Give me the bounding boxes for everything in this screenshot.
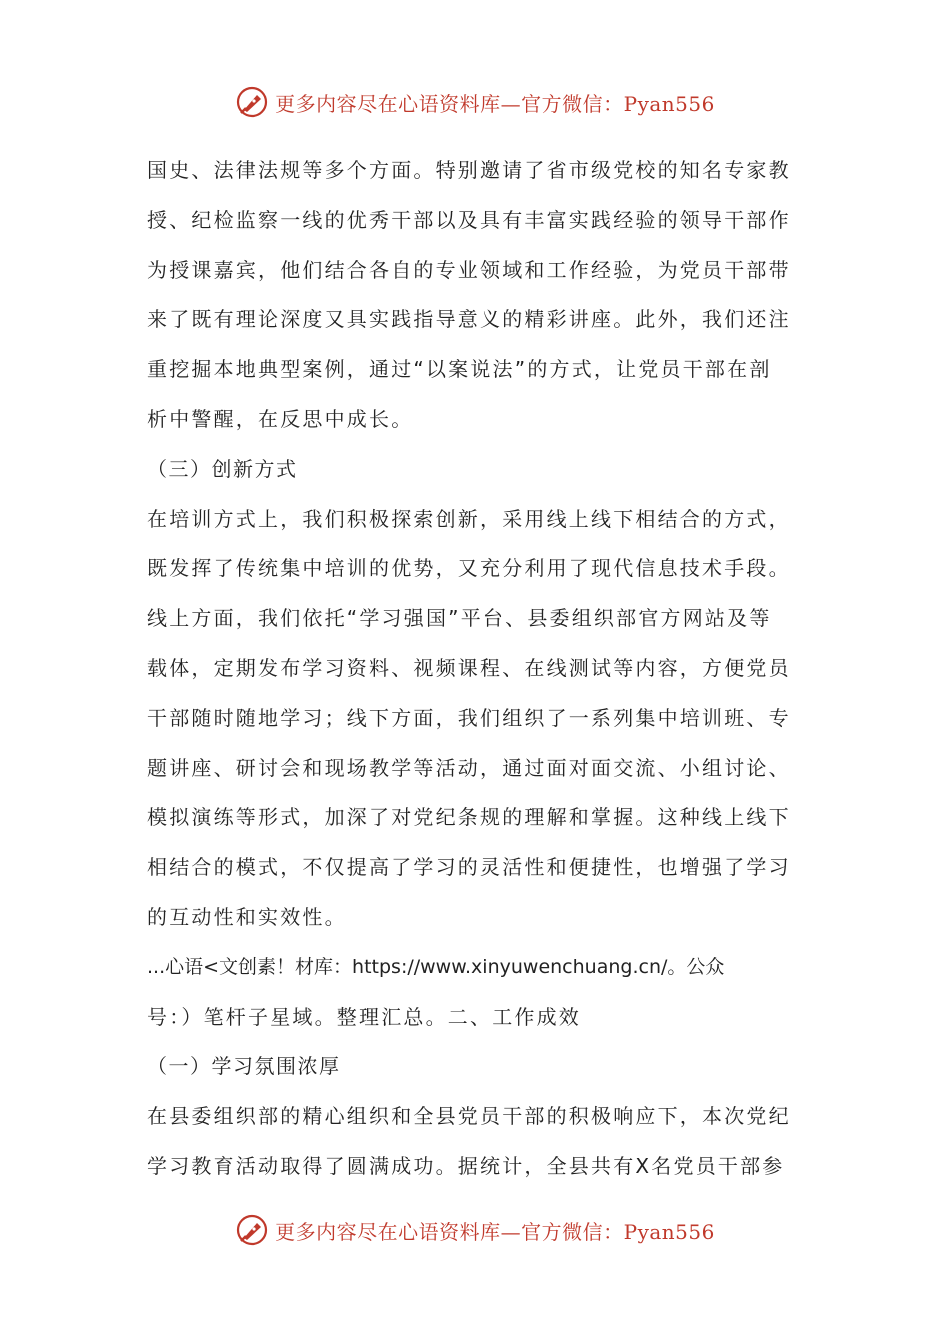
section-heading: （一）学习氛围浓厚 bbox=[147, 1054, 341, 1079]
section-heading: （三）创新方式 bbox=[147, 456, 298, 481]
body-line: 载体，定期发布学习资料、视频课程、在线测试等内容，方便党员 bbox=[147, 655, 791, 680]
banner-text: 更多内容尽在心语资料库—官方微信：Pyan556 bbox=[275, 91, 715, 116]
source-watermark-line: ...心语<文创素！材库：https://www.xinyuwenchuang.cn/。公众 bbox=[147, 955, 725, 978]
body-line: 既发挥了传统集中培训的优势，又充分利用了现代信息技术手段。 bbox=[147, 556, 791, 581]
body-line: 相结合的模式，不仅提高了学习的灵活性和便捷性，也增强了学习 bbox=[147, 855, 791, 880]
body-line: 析中警醒，在反思中成长。 bbox=[147, 406, 414, 431]
banner-text: 更多内容尽在心语资料库—官方微信：Pyan556 bbox=[275, 1219, 715, 1244]
pen-nib-icon bbox=[235, 1213, 269, 1247]
body-line: 重挖掘本地典型案例，通过“以案说法”的方式，让党员干部在剖 bbox=[147, 357, 772, 382]
body-line: 号：）笔杆子星域。整理汇总。二、工作成效 bbox=[147, 1004, 581, 1029]
footer-banner bbox=[0, 1210, 950, 1250]
header-banner bbox=[0, 82, 950, 122]
body-line: 来了既有理论深度又具实践指导意义的精彩讲座。此外，我们还注 bbox=[147, 307, 791, 332]
body-line: 在县委组织部的精心组织和全县党员干部的积极响应下，本次党纪 bbox=[147, 1104, 791, 1129]
body-line: 在培训方式上，我们积极探索创新，采用线上线下相结合的方式， bbox=[147, 506, 791, 531]
body-line: 的互动性和实效性。 bbox=[147, 904, 347, 929]
document-body bbox=[147, 146, 807, 1192]
body-line: 学习教育活动取得了圆满成功。据统计，全县共有X名党员干部参 bbox=[147, 1153, 785, 1178]
body-line: 授、纪检监察一线的优秀干部以及具有丰富实践经验的领导干部作 bbox=[147, 207, 791, 232]
body-line: 题讲座、研讨会和现场教学等活动，通过面对面交流、小组讨论、 bbox=[147, 755, 791, 780]
body-line: 干部随时随地学习；线下方面，我们组织了一系列集中培训班、专 bbox=[147, 705, 791, 730]
body-line: 为授课嘉宾，他们结合各自的专业领域和工作经验，为党员干部带 bbox=[147, 257, 791, 282]
pen-nib-icon bbox=[235, 85, 269, 119]
body-line: 模拟演练等形式，加深了对党纪条规的理解和掌握。这种线上线下 bbox=[147, 805, 791, 830]
body-line: 线上方面，我们依托“学习强国”平台、县委组织部官方网站及等 bbox=[147, 606, 772, 631]
body-line: 国史、法律法规等多个方面。特别邀请了省市级党校的知名专家教 bbox=[147, 158, 791, 182]
